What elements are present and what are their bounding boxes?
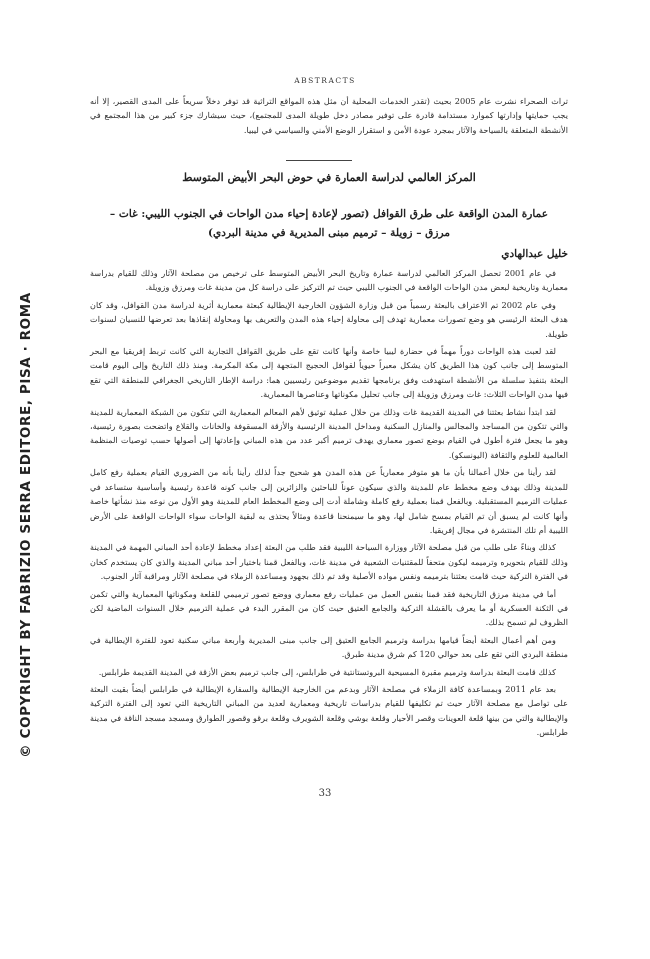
body-paragraph: كذلك وبناءً على طلب من قبل مصلحة الآثار ووزارة السياحة الليبية فقد طلب من البعثة إعداد مخطط لإعادة أحد المباني المهمة في المدينة وذلك للقيام بتحويره وترميمه ليكون متحفاً للمقتنيات الشعبية في مدينة غات، وبالفعل قمنا باختيار أحد مباني المدينة والذي كان يستخدم كخان في الفترة التركية حيث قامت بعثتنا بترميمه ونفس مواده الأصلية وقد تم ذلك بجهود ومساعدة الزملاء في مصلحة الآثار ومراقبة آثار الجنوب. [90, 542, 568, 582]
author-name: خليل عبدالهادي [501, 248, 568, 260]
page-number: 33 [318, 788, 332, 799]
body-paragraph: وفي عام 2002 تم الاعتراف بالبعثة رسمياً من قبل وزارة الشؤون الخارجية الإيطالية كبعثة معمارية أثرية لدراسة مدن القوافل، وقد كان هدف البعثة الرئيسي هو وضع تصورات معمارية تهدف إلى محاولة إحياء هذه المدن والتعريف بها ومحاولة إنقاذها بعد تعرضها للنسيان لسنوات طويلة. [90, 299, 568, 339]
section-divider [286, 160, 352, 161]
body-paragraph: ومن أهم أعمال البعثة أيضاً قيامها بدراسة وترميم الجامع العتيق إلى جانب مبنى المديرية وأربعة مباني سكنية تعود للفترة الإيطالية في منطقة البردي التي تقع على بعد حوالي 120 كم شرق مدينة طبرق. [90, 634, 568, 660]
article-body [90, 266, 568, 743]
section-title: المركز العالمي لدراسة العمارة في حوض البحر الأبيض المتوسط [182, 171, 476, 184]
running-head: ABSTRACTS [294, 76, 356, 85]
side-copyright-text: © COPYRIGHT BY FABRIZIO SERRA EDITORE, PISA · ROMA [18, 292, 34, 758]
intro-block [90, 94, 568, 140]
intro-paragraph: تراث الصحراء نشرت عام 2005 بحيث (تقدر الخدمات المحلية أن مثل هذه المواقع التراثية قد توفر دخلاً سريعاً على المدى القصير، إلا أنه يجب حمايتها وإدارتها كموارد مستدامة قادرة على توفير مصادر دخل طويلة المدى للمجتمع)، حيث سيشارك جزء كبير من هذا المجتمع في الأنشطة المتعلقة بالسياحة والآثار بمجرد عودة الأمن و استقرار الوضع الأمني والسياسي في ليبيا. [90, 96, 568, 135]
body-paragraph: لقد لعبت هذه الواحات دوراً مهماً في حضارة ليبيا خاصة وأنها كانت تقع على طريق القوافل التجارية التي كانت تربط إفريقيا مع البحر المتوسط إلى جانب كون هذا الطريق كان يشكل معبراً حيوياً لقوافل الحجيج المتجهة إلى مكة المكرمة. ومنذ ذلك التاريخ وإلى اليوم قامت البعثة بتنفيذ سلسلة من الأنشطة استهدفت وفق برنامجها تقديم موضوعين رئيسيين هما: دراسة الإطار التاريخي الجغرافي للمنطقة التي تقع فيها مدن الواحات الثلاث: غات ومرزق وزويلة إلى جانب تحليل مكوناتها وعناصرها المعمارية. [90, 346, 568, 400]
body-paragraph: في عام 2001 تحصل المركز العالمي لدراسة عمارة وتاريخ البحر الأبيض المتوسط على ترخيص من مصلحة الآثار وذلك للقيام بدراسة معمارية وتاريخية لبعض مدن الواحات الواقعة في الجنوب الليبي حيث تم التركيز على دراسة كل من مدينة غات ومرزق وزويلة. [90, 268, 568, 293]
body-paragraph: أما في مدينة مرزق التاريخية فقد قمنا بنفس العمل من عمليات رفع معماري ووضع تصور ترميمي للقلعة ومكوناتها المعمارية والتي تكمن في الثكنة العسكرية أو ما يعرف بالقشلة التركية والجامع العتيق حيث كان من المقرر البدء في عملية الترميم خلال السنوات الماضية لكن الظروف لم تسمح بذلك. [90, 588, 568, 628]
body-paragraph: لقد ابتدأ نشاط بعثتنا في المدينة القديمة غات وذلك من خلال عملية توثيق لأهم المعالم المعمارية التي تتكون من الشبكة المعمارية للمدينة والتي تتكون من المساجد والمجالس والمنازل السكنية ومداخل المدينة الرئيسية والأزقة المسقوفة والخانات والقلاع واتضحت بصورة رئيسية، وهو ما يجعل فترة أطول في القيام بوضع تصور معماري يهدف ترميم أكبر عدد من هذه المباني وإعادتها إلى أصولها حسب توصيات المنظمة العالمية للعلوم والثقافة (اليونسكو). [90, 406, 568, 460]
side-copyright [14, 230, 38, 820]
body-paragraph: لقد رأينا من خلال أعمالنا بأن ما هو متوفر معمارياً عن هذه المدن هو شحيح جداً لذلك رأينا بأنه من الضروري القيام بعملية رفع كامل للمدينة وذلك بهدف وضع مخطط عام للمدينة والذي سيكون عوناً للباحثين والزائرين إلى جانب كونه قاعدة رئيسية وأساسية ستساعد في عمليات الترميم المستقبلية. وبالفعل قمنا بعملية رفع كاملة وشاملة أدت إلى وضع المخطط العام للمدينة وهو الأول من نوعه منذ نشأتها خاصة وأنها كانت لم يسبق أن تم القيام بمسح شامل لها، وهو ما سيمنحنا قاعدة ومثالاً يحتذى به لبقية الواحات سواء الواحات الواقعة على الأرض الليبية أم تلك المنتشرة في مجال إفريقيا. [90, 467, 568, 535]
article-title: عمارة المدن الواقعة على طرق القوافل (تصور لإعادة إحياء مدن الواحات في الجنوب الليبي: غات – مرزق – زويلة – ترميم مبنى المديرية في مدينة البردي) [109, 208, 549, 239]
body-paragraph: كذلك قامت البعثة بدراسة وترميم مقبرة المسيحية البروتستانتية في طرابلس، إلى جانب ترميم بعض الأزقة في المدينة القديمة طرابلس. [98, 666, 556, 677]
body-paragraph: بعد عام 2011 وبمساعدة كافة الزملاء في مصلحة الآثار وبدعم من الخارجية الإيطالية والسفارة الإيطالية في طرابلس أيضاً بقيت البعثة على تواصل مع مصلحة الآثار حيث تم تكليفها للقيام بدراسات تاريخية ومعمارية لعديد من المباني التاريخية التي تعود إلى الفترة التركية والإيطالية والتي من بينها قلعة العوينات وقصر الأحيار وقلعة بوشي وقلعة الشويرف وقلعة برقو وقصور الطوارق ومسجد مسجد الناقة في مدينة طرابلس. [90, 683, 568, 738]
